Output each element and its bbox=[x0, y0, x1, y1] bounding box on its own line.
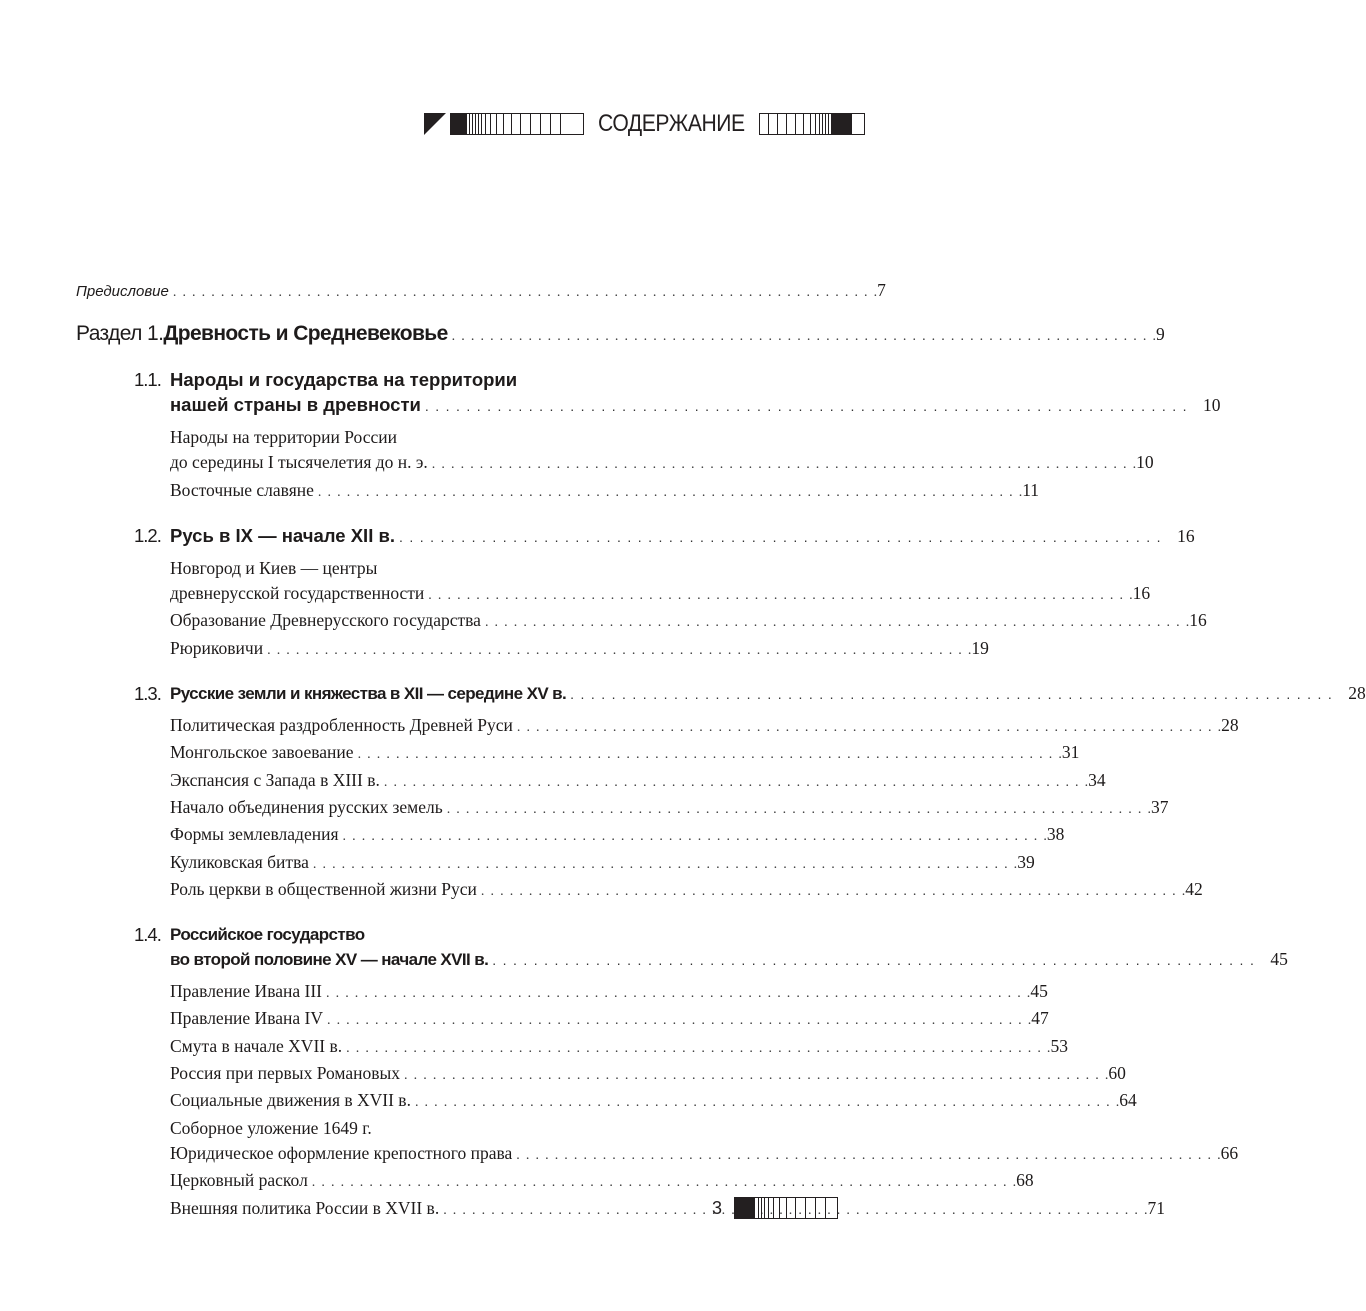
entry-page: 16 bbox=[1177, 525, 1195, 546]
toc-subentry[interactable] bbox=[170, 1168, 1034, 1195]
entry-page: 19 bbox=[971, 637, 989, 658]
entry-page: 7 bbox=[877, 280, 886, 300]
chapter-title: Русь в IX — начале XII в. bbox=[170, 524, 395, 546]
dot-leader bbox=[318, 480, 1022, 505]
barcode-ornament-right bbox=[759, 113, 865, 135]
entry-label: Юридическое оформление крепостного права bbox=[170, 1142, 513, 1163]
entry-page: 45 bbox=[1030, 981, 1048, 1002]
dot-leader bbox=[428, 583, 1132, 608]
toc-subentry[interactable] bbox=[170, 713, 1239, 740]
chapter-heading[interactable] bbox=[134, 367, 1221, 419]
toc-subentry[interactable] bbox=[170, 877, 1203, 904]
dot-leader bbox=[267, 638, 971, 663]
dot-leader bbox=[327, 1008, 1031, 1033]
barcode-ornament-left bbox=[450, 113, 584, 135]
barcode-ornament-footer bbox=[734, 1197, 838, 1219]
toc-chapter-1-2 bbox=[134, 523, 1207, 663]
entry-page: 10 bbox=[1202, 395, 1221, 415]
toc-chapter-1-4 bbox=[134, 922, 1288, 1223]
page-number: 3 bbox=[712, 1197, 723, 1218]
chapter-number: 1.4. bbox=[134, 924, 161, 946]
toc-subentry[interactable] bbox=[170, 1141, 1239, 1168]
toc-subentry[interactable] bbox=[170, 1006, 1049, 1033]
entry-page: 37 bbox=[1151, 796, 1169, 817]
dot-leader bbox=[570, 682, 1332, 707]
toc-subentry[interactable] bbox=[170, 795, 1169, 822]
chapter-heading[interactable] bbox=[134, 922, 1288, 973]
entry-label: Роль церкви в общественной жизни Руси bbox=[170, 878, 477, 899]
dot-leader bbox=[481, 879, 1185, 904]
toc-subentry[interactable] bbox=[170, 850, 1035, 877]
dot-leader bbox=[432, 452, 1136, 477]
dot-leader bbox=[312, 1170, 1016, 1195]
dot-leader bbox=[452, 324, 1156, 349]
dot-leader bbox=[516, 1143, 1220, 1168]
subentry-label-line1: Новгород и Киев — центры bbox=[170, 557, 378, 578]
toc-subentry[interactable] bbox=[170, 979, 1048, 1006]
entry-label: Социальные движения в XVII в. bbox=[170, 1090, 411, 1111]
chapter-number: 1.2. bbox=[134, 524, 161, 546]
toc-subentry[interactable] bbox=[170, 1196, 1166, 1223]
entry-page: 39 bbox=[1017, 851, 1035, 872]
toc-subentry[interactable] bbox=[170, 1061, 1126, 1088]
entry-label: Образование Древнерусского государства bbox=[170, 610, 481, 631]
entry-label: Правление Ивана III bbox=[170, 981, 322, 1002]
chapter-title-line1: Народы и государства на территории bbox=[170, 369, 518, 390]
chapter-number: 1.1. bbox=[134, 369, 161, 390]
dot-leader bbox=[492, 948, 1254, 973]
toc-subentry[interactable] bbox=[170, 608, 1207, 635]
entry-label: Россия при первых Романовых bbox=[170, 1063, 401, 1084]
dot-leader bbox=[447, 797, 1151, 822]
entry-label: до середины I тысячелетия до н. э. bbox=[170, 452, 428, 473]
dot-leader bbox=[358, 742, 1062, 767]
entry-label: Предисловие bbox=[76, 283, 169, 300]
entry-label: Рюриковичи bbox=[170, 637, 264, 658]
entry-label: Восточные славяне bbox=[170, 479, 314, 500]
toc-subentry[interactable] bbox=[170, 478, 1040, 505]
triangle-ornament-icon bbox=[424, 113, 446, 135]
entry-page: 28 bbox=[1221, 715, 1239, 736]
dot-leader bbox=[343, 824, 1047, 849]
toc-subentry[interactable] bbox=[170, 1088, 1137, 1115]
entry-label: Начало объединения русских земель bbox=[170, 796, 443, 817]
chapter-heading[interactable] bbox=[134, 523, 1195, 550]
toc-chapter-1-3 bbox=[134, 681, 1366, 904]
entry-page: 34 bbox=[1088, 769, 1106, 790]
toc-subentry[interactable] bbox=[170, 740, 1080, 767]
entry-page: 53 bbox=[1050, 1035, 1068, 1056]
dot-leader bbox=[415, 1090, 1119, 1115]
toc-subentry[interactable] bbox=[170, 450, 1154, 477]
entry-page: 11 bbox=[1022, 479, 1040, 500]
entry-label: Смута в начале XVII в. bbox=[170, 1035, 343, 1056]
chapter-title-line1: Российское государство bbox=[170, 925, 365, 945]
dot-leader bbox=[517, 715, 1221, 740]
toc-subentry[interactable] bbox=[170, 581, 1151, 608]
part-prefix: Раздел 1. bbox=[76, 322, 164, 345]
entry-page: 9 bbox=[1155, 324, 1165, 344]
entry-label: Правление Ивана IV bbox=[170, 1008, 323, 1029]
table-of-contents bbox=[76, 278, 1366, 1223]
entry-page: 71 bbox=[1147, 1197, 1166, 1218]
entry-label: Монгольское завоевание bbox=[170, 742, 354, 763]
entry-page: 64 bbox=[1119, 1090, 1137, 1111]
toc-subentry[interactable] bbox=[170, 1034, 1068, 1061]
chapter-number: 1.3. bbox=[134, 683, 161, 705]
subentry-label-line1: Народы на территории России bbox=[170, 427, 397, 447]
chapter-title-line2: нашей страны в древности bbox=[170, 394, 421, 415]
toc-entry-preface[interactable] bbox=[76, 278, 886, 305]
entry-page: 28 bbox=[1348, 683, 1366, 704]
toc-entry-part-1[interactable] bbox=[76, 321, 1165, 349]
dot-leader bbox=[425, 394, 1187, 419]
dot-leader bbox=[313, 852, 1017, 877]
dot-leader bbox=[346, 1036, 1050, 1061]
chapter-heading[interactable] bbox=[134, 681, 1366, 707]
entry-page: 66 bbox=[1220, 1142, 1239, 1163]
entry-label: Куликовская битва bbox=[170, 851, 309, 872]
dot-leader bbox=[326, 981, 1030, 1006]
chapter-title-line2: во второй половине XV — начале XVII в. bbox=[170, 950, 489, 970]
entry-label: Экспансия с Запада в XIII в. bbox=[170, 769, 380, 790]
entry-page: 31 bbox=[1061, 742, 1080, 763]
entry-page: 16 bbox=[1189, 610, 1207, 631]
page-title: СОДЕРЖАНИЕ bbox=[598, 110, 745, 137]
toc-subentry[interactable] bbox=[170, 636, 989, 663]
page-header bbox=[424, 112, 865, 136]
entry-page: 47 bbox=[1031, 1008, 1049, 1029]
entry-label: Политическая раздробленность Древней Руси bbox=[170, 715, 513, 736]
page-footer bbox=[712, 1197, 838, 1219]
toc-subentry[interactable] bbox=[170, 822, 1065, 849]
toc-subentry[interactable] bbox=[170, 768, 1106, 795]
part-title: Древность и Средневековье bbox=[163, 322, 448, 345]
dot-leader bbox=[173, 280, 877, 305]
entry-label: древнерусской государственности bbox=[170, 583, 425, 604]
subentry-label-line1: Соборное уложение 1649 г. bbox=[170, 1117, 372, 1138]
dot-leader bbox=[384, 770, 1088, 795]
entry-page: 16 bbox=[1132, 583, 1151, 604]
dot-leader bbox=[399, 525, 1161, 550]
dot-leader bbox=[404, 1063, 1108, 1088]
entry-label: Внешняя политика России в XVII в. bbox=[170, 1197, 440, 1218]
toc-chapter-1-1 bbox=[134, 367, 1221, 505]
dot-leader bbox=[485, 610, 1189, 635]
entry-page: 10 bbox=[1136, 452, 1154, 473]
entry-page: 68 bbox=[1016, 1170, 1034, 1191]
entry-page: 38 bbox=[1046, 824, 1065, 845]
chapter-title: Русские земли и княжества в XII — середине XV в. bbox=[170, 684, 567, 704]
entry-page: 42 bbox=[1185, 878, 1203, 899]
entry-label: Церковный раскол bbox=[170, 1170, 308, 1191]
entry-page: 60 bbox=[1108, 1063, 1126, 1084]
entry-label: Формы землевладения bbox=[170, 824, 339, 845]
entry-page: 45 bbox=[1270, 949, 1288, 970]
